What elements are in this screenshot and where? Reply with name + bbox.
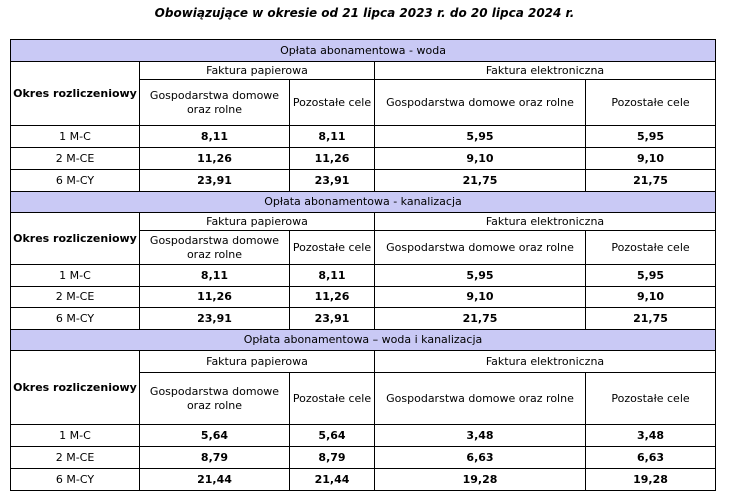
paper-other-header: Pozostałe cele (290, 373, 375, 425)
electronic-households-header: Gospodarstwa domowe oraz rolne (375, 231, 586, 265)
electronic-other-header: Pozostałe cele (586, 80, 716, 126)
period-cell: 6 M-CY (11, 170, 140, 192)
table-row (11, 148, 716, 170)
table-row (11, 126, 716, 148)
paper-households-fee: 23,91 (140, 170, 290, 192)
period-cell: 1 M-C (11, 126, 140, 148)
electronic-invoice-header: Faktura elektroniczna (375, 351, 716, 373)
paper-other-fee: 11,26 (290, 148, 375, 170)
period-cell: 2 M-CE (11, 148, 140, 170)
period-header: Okres rozliczeniowy (11, 213, 140, 265)
period-header: Okres rozliczeniowy (11, 62, 140, 126)
electronic-households-fee: 5,95 (375, 126, 586, 148)
period-header: Okres rozliczeniowy (11, 351, 140, 425)
paper-households-header: Gospodarstwa domowe oraz rolne (140, 373, 290, 425)
electronic-households-fee: 6,63 (375, 447, 586, 469)
period-cell: 1 M-C (11, 425, 140, 447)
paper-households-fee: 8,79 (140, 447, 290, 469)
paper-households-fee: 5,64 (140, 425, 290, 447)
paper-other-fee: 5,64 (290, 425, 375, 447)
paper-other-header: Pozostałe cele (290, 80, 375, 126)
electronic-invoice-header: Faktura elektroniczna (375, 62, 716, 80)
electronic-households-fee: 21,75 (375, 308, 586, 330)
electronic-other-fee: 5,95 (586, 126, 716, 148)
paper-households-header: Gospodarstwa domowe oraz rolne (140, 80, 290, 126)
paper-other-fee: 21,44 (290, 469, 375, 491)
invoice-type-row (11, 213, 716, 231)
electronic-other-fee: 5,95 (586, 265, 716, 287)
electronic-households-fee: 3,48 (375, 425, 586, 447)
paper-households-fee: 8,11 (140, 265, 290, 287)
electronic-other-fee: 21,75 (586, 308, 716, 330)
period-cell: 6 M-CY (11, 469, 140, 491)
electronic-other-fee: 3,48 (586, 425, 716, 447)
table-row (11, 265, 716, 287)
paper-invoice-header: Faktura papierowa (140, 213, 375, 231)
electronic-households-fee: 19,28 (375, 469, 586, 491)
electronic-other-fee: 6,63 (586, 447, 716, 469)
period-cell: 1 M-C (11, 265, 140, 287)
period-cell: 2 M-CE (11, 447, 140, 469)
table-row (11, 469, 716, 491)
invoice-type-row (11, 62, 716, 80)
paper-invoice-header: Faktura papierowa (140, 351, 375, 373)
paper-other-header: Pozostałe cele (290, 231, 375, 265)
paper-other-fee: 23,91 (290, 170, 375, 192)
page-title: Obowiązujące w okresie od 21 lipca 2023 r. do 20 lipca 2024 r. (154, 6, 575, 20)
paper-other-fee: 8,11 (290, 265, 375, 287)
paper-other-fee: 8,11 (290, 126, 375, 148)
electronic-households-fee: 5,95 (375, 265, 586, 287)
electronic-households-fee: 9,10 (375, 287, 586, 308)
table-row (11, 447, 716, 469)
paper-invoice-header: Faktura papierowa (140, 62, 375, 80)
electronic-other-fee: 9,10 (586, 287, 716, 308)
paper-other-fee: 11,26 (290, 287, 375, 308)
section-title-row (11, 330, 716, 351)
electronic-households-header: Gospodarstwa domowe oraz rolne (375, 80, 586, 126)
electronic-other-header: Pozostałe cele (586, 373, 716, 425)
paper-households-fee: 11,26 (140, 287, 290, 308)
electronic-households-header: Gospodarstwa domowe oraz rolne (375, 373, 586, 425)
period-cell: 2 M-CE (11, 287, 140, 308)
electronic-other-fee: 9,10 (586, 148, 716, 170)
paper-other-fee: 8,79 (290, 447, 375, 469)
section-title: Opłata abonamentowa - kanalizacja (11, 192, 716, 213)
section-title-row (11, 40, 716, 62)
electronic-households-fee: 9,10 (375, 148, 586, 170)
section-title-row (11, 192, 716, 213)
fee-table-body (11, 40, 716, 491)
period-cell: 6 M-CY (11, 308, 140, 330)
electronic-other-fee: 19,28 (586, 469, 716, 491)
electronic-other-fee: 21,75 (586, 170, 716, 192)
electronic-other-header: Pozostałe cele (586, 231, 716, 265)
paper-households-fee: 8,11 (140, 126, 290, 148)
paper-households-fee: 11,26 (140, 148, 290, 170)
paper-households-fee: 21,44 (140, 469, 290, 491)
table-row (11, 308, 716, 330)
invoice-type-row (11, 351, 716, 373)
table-row (11, 425, 716, 447)
subscription-fee-table (10, 39, 716, 491)
table-row (11, 287, 716, 308)
paper-households-fee: 23,91 (140, 308, 290, 330)
section-title: Opłata abonamentowa – woda i kanalizacja (11, 330, 716, 351)
section-title: Opłata abonamentowa - woda (11, 40, 716, 62)
paper-other-fee: 23,91 (290, 308, 375, 330)
electronic-invoice-header: Faktura elektroniczna (375, 213, 716, 231)
table-row (11, 170, 716, 192)
electronic-households-fee: 21,75 (375, 170, 586, 192)
paper-households-header: Gospodarstwa domowe oraz rolne (140, 231, 290, 265)
